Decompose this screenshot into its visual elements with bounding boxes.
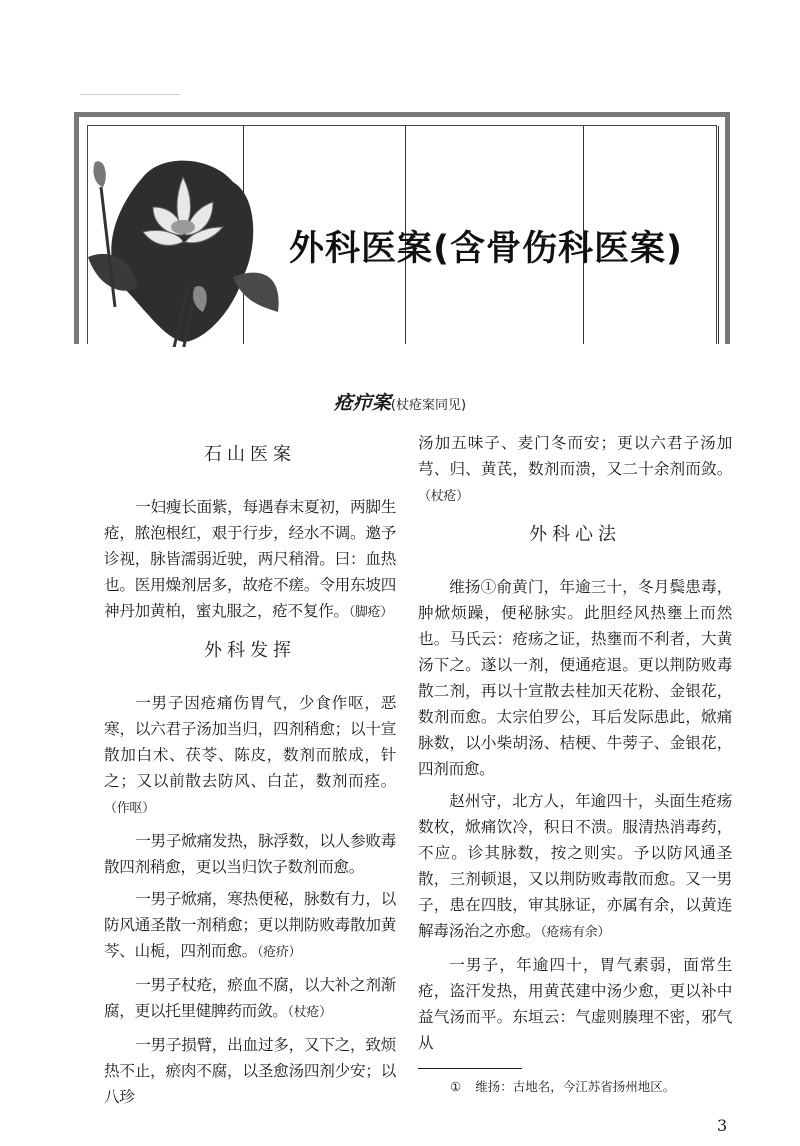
source-heading: 外科心法	[529, 524, 621, 545]
chapter-banner	[74, 112, 730, 344]
section-title	[0, 388, 800, 415]
lotus-illustration	[83, 137, 313, 347]
page-number: 3	[717, 1116, 728, 1135]
case-paragraph	[104, 690, 396, 822]
top-rule	[80, 94, 180, 95]
case-paragraph	[418, 788, 732, 946]
case-tag: （脚疮）	[348, 605, 394, 620]
chapter-title: 外科医案(含骨伤科医案)	[289, 229, 683, 269]
case-tag: （疮疡有余）	[540, 925, 611, 940]
case-text: 维扬①俞黄门，年逾三十，冬月鬓患毒，肿焮烦躁，便秘脉实。此胆经风热壅上而然也。马氏云：疮疡之证，热壅而不利者，大黄汤下之。遂以一剂，便通疮退。更以荆防败毒散二剂，再以十宣散去桂加天花粉、金银花，数剂而愈。太宗伯罗公，耳后发际患此，焮痛脉数，以小柴胡汤、桔梗、牛蒡子、金银花，四剂而愈。	[418, 578, 732, 778]
case-paragraph	[104, 828, 396, 880]
footnote-mark: ①	[450, 1079, 462, 1094]
case-text: 一男子，年逾四十，胃气素弱，面常生疮，盗汗发热，用黄芪建中汤少愈，更以补中益气汤而平。东垣云：气虚则腠理不密，邪气从	[418, 956, 732, 1052]
case-paragraph	[104, 1032, 396, 1110]
case-tag: （杖疮）	[287, 1005, 332, 1020]
case-text: 一男子损臂，出血过多，又下之，致烦热不止，瘀肉不腐，以圣愈汤四剂少安；以八珍	[104, 1036, 396, 1106]
case-text: 一妇瘦长面紫，每遇春末夏初，两脚生疮，脓泡根红，艰于行步，经水不调。邀予诊视，脉皆濡弱近驶，两尺稍滑。曰：血热也。医用燥剂居多，故疮不瘥。令用东坡四神丹加黄柏，蜜丸服之，疮不复作。	[104, 498, 396, 620]
case-text: 赵州守，北方人，年逾四十，头面生疮疡数枚，焮痛饮冷，积日不溃。服清热消毒药，不应。诊其脉数，按之则实。予以防风通圣散，三剂顿退，又以荆防败毒散而愈。又一男子，患在四肢，审其脉证，亦属有余，以黄连解毒汤治之亦愈。	[418, 792, 732, 940]
case-text: 一男子焮痛发热，脉浮数，以人参败毒散四剂稍愈，更以当归饮子数剂而愈。	[104, 832, 396, 876]
left-column	[104, 440, 396, 1116]
case-tag: （疮疥）	[256, 945, 302, 960]
case-text: 汤加五味子、麦门冬而安；更以六君子汤加芎、归、黄芪，数剂而溃，又二十余剂而敛。	[418, 434, 732, 478]
case-paragraph	[418, 952, 732, 1056]
footnote-text: 维扬：古地名，今江苏省扬州地区。	[475, 1079, 676, 1094]
case-paragraph-continued	[418, 430, 732, 510]
frame-divider	[718, 126, 719, 344]
section-title-main: 疮疖案	[333, 392, 391, 414]
case-tag: （杖疮）	[418, 489, 469, 504]
case-text: 一男子杖疮，瘀血不腐，以大补之剂渐腐，更以托里健脾药而敛。	[104, 976, 396, 1020]
case-tag: （作呕）	[104, 801, 155, 816]
right-column	[418, 430, 732, 1062]
case-paragraph	[104, 886, 396, 966]
source-heading: 石山医案	[204, 444, 296, 465]
case-paragraph	[418, 574, 732, 782]
case-text: 一男子因疮痛伤胃气，少食作呕，恶寒，以六君子汤加当归，四剂稍愈；以十宣散加白术、茯苓、陈皮，数剂而脓成，针之；又以前散去防风、白芷，数剂而痊。	[104, 694, 396, 790]
case-text: 一男子焮痛，寒热便秘，脉数有力，以防风通圣散一剂稍愈；更以荆防败毒散加黄芩、山栀，四剂而愈。	[104, 890, 396, 960]
section-title-subtitle: (杖疮案同见)	[390, 398, 467, 413]
source-heading: 外科发挥	[204, 640, 296, 661]
case-paragraph	[104, 494, 396, 626]
case-paragraph	[104, 972, 396, 1026]
footnote	[450, 1078, 675, 1096]
footnote-rule	[418, 1068, 522, 1069]
